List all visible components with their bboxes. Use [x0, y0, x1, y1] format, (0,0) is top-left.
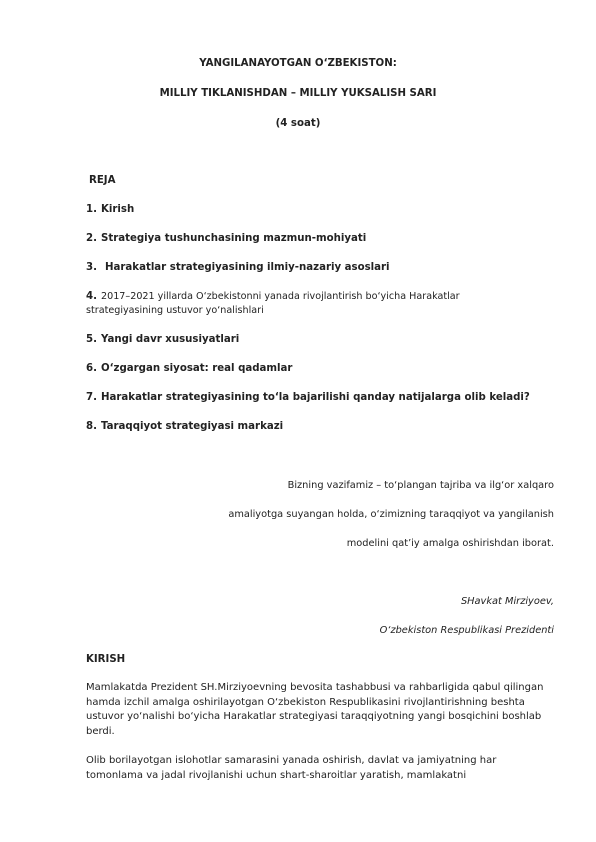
title-line-2: MILLIY TIKLANISHDAN – MILLIY YUKSALISH SARI: [159, 88, 437, 99]
plan-item-2: [86, 232, 366, 246]
signature-title: O‘zbekiston Respublikasi Prezidenti: [379, 625, 554, 636]
plan-item-text: Taraqqiyot strategiyasi markazi: [101, 421, 284, 432]
plan-item-text: Strategiya tushunchasining mazmun-mohiyati: [101, 233, 367, 244]
plan-item-number: 3.: [86, 262, 97, 273]
paragraph-2: [86, 754, 556, 783]
plan-item-number: 7.: [86, 392, 97, 403]
plan-item-1: [86, 203, 134, 217]
paragraph-1: [86, 681, 556, 739]
plan-item-number: 5.: [86, 334, 97, 345]
duration-label: (4 soat): [275, 118, 321, 129]
epigraph-line-2: amaliyotga suyangan holda, o‘zimizning taraqqiyot va yangilanish: [228, 509, 554, 520]
plan-item-3: [86, 261, 390, 275]
section-heading: KIRISH: [86, 654, 126, 665]
paragraph-line: tomonlama va jadal rivojlanishi uchun shart-sharoitlar yaratish, mamlakatni: [86, 769, 467, 781]
plan-heading: REJA: [89, 175, 116, 186]
epigraph-line-1: Bizning vazifamiz – to‘plangan tajriba va ilg‘or xalqaro: [287, 480, 554, 491]
plan-item-text: Yangi davr xususiyatlari: [101, 334, 240, 345]
signature-name: SHavkat Mirziyoev,: [460, 596, 554, 607]
plan-item-text: Harakatlar strategiyasining ilmiy-nazariy asoslari: [105, 262, 390, 273]
epigraph-line-3: modelini qat’iy amalga oshirishdan iborat.: [346, 538, 554, 549]
plan-item-text-line-2: strategiyasining ustuvor yo‘nalishlari: [86, 305, 264, 316]
plan-item-number: 6.: [86, 363, 97, 374]
plan-item-number: 1.: [86, 204, 97, 215]
plan-item-8: [86, 420, 283, 434]
plan-item-5: [86, 333, 239, 347]
paragraph-line: Olib borilayotgan islohotlar samarasini yanada oshirish, davlat va jamiyatning har: [86, 755, 497, 766]
plan-item-7: [86, 391, 530, 405]
plan-item-text: O‘zgargan siyosat: real qadamlar: [101, 363, 293, 374]
plan-item-text: Kirish: [101, 204, 135, 215]
paragraph-line: berdi.: [86, 725, 115, 737]
plan-item-4: [86, 290, 460, 304]
paragraph-line: hamda izchil amalga oshirilayotgan O‘zbekiston Respublikasini rivojlantirishning beshta: [86, 696, 525, 708]
title-line-1: YANGILANAYOTGAN O‘ZBEKISTON:: [199, 58, 397, 69]
plan-item-number: 2.: [86, 233, 97, 244]
plan-item-text: Harakatlar strategiyasining to‘la bajarilishi qanday natijalarga olib keladi?: [101, 392, 530, 403]
paragraph-line: Mamlakatda Prezident SH.Mirziyoevning bevosita tashabbusi va rahbarligida qabul qilingan: [86, 682, 544, 693]
plan-item-text-line-1: 2017–2021 yillarda O‘zbekistonni yanada rivojlantirish bo‘yicha Harakatlar: [101, 291, 460, 302]
paragraph-line: ustuvor yo‘nalishi bo‘yicha Harakatlar strategiyasi taraqqiyotning yangi bosqichini boshlab: [86, 711, 542, 722]
plan-item-6: [86, 362, 292, 376]
plan-item-number: 8.: [86, 421, 97, 432]
plan-item-number: 4.: [86, 291, 97, 302]
